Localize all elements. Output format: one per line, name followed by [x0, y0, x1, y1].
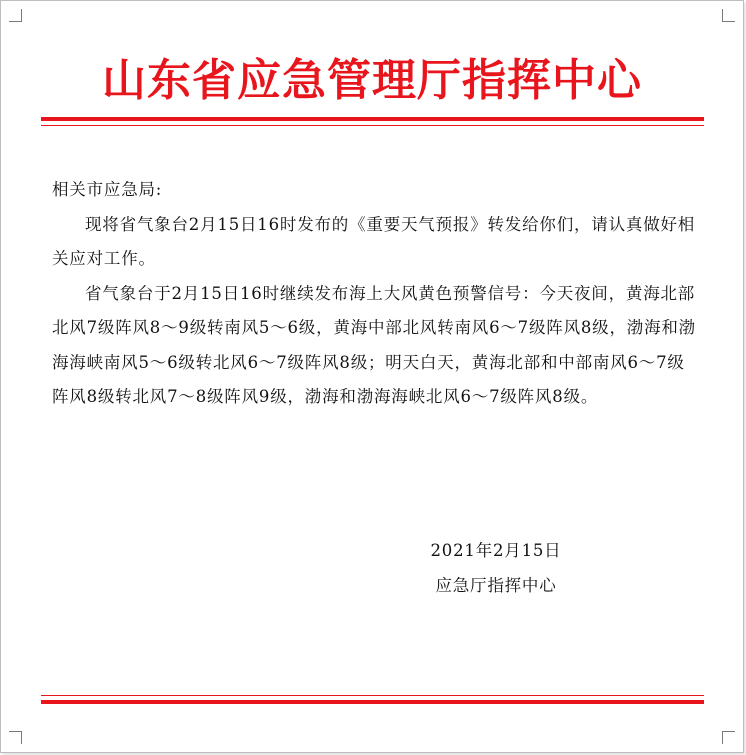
signature-date: 2021年2月15日: [430, 541, 562, 560]
paragraph-2: 省气象台于2月15日16时继续发布海上大风黄色预警信号：今天夜间，黄海北部北风7级阵风8～9级转南风5～6级，黄海中部北风转南风6～7级阵风8级，渤海和渤海海峡南风5～6级转北风6～7级阵风8级；明天白天，黄海北部和中部南风6～7级阵风8级转北风7～8级阵风9级，渤海和渤海海峡北风6～7级阵风8级。: [52, 283, 696, 406]
letter-body: [52, 173, 696, 415]
crop-mark-bottom-right: [722, 731, 735, 744]
crop-mark-top-left: [9, 9, 22, 22]
footer-rule-thin: [41, 695, 704, 696]
header-rule-thick: [41, 117, 704, 121]
crop-mark-top-right: [722, 9, 735, 22]
signature-org: 应急厅指挥中心: [435, 576, 557, 595]
document-header-title: 山东省应急管理厅指挥中心: [102, 55, 642, 106]
paragraph-1: 现将省气象台2月15日16时发布的《重要天气预报》转发给你们，请认真做好相关应对工作。: [52, 214, 696, 268]
crop-mark-bottom-left: [9, 731, 22, 744]
salutation: 相关市应急局:: [52, 180, 163, 199]
footer-rule-thick: [41, 700, 704, 704]
header-rule-thin: [41, 125, 704, 126]
